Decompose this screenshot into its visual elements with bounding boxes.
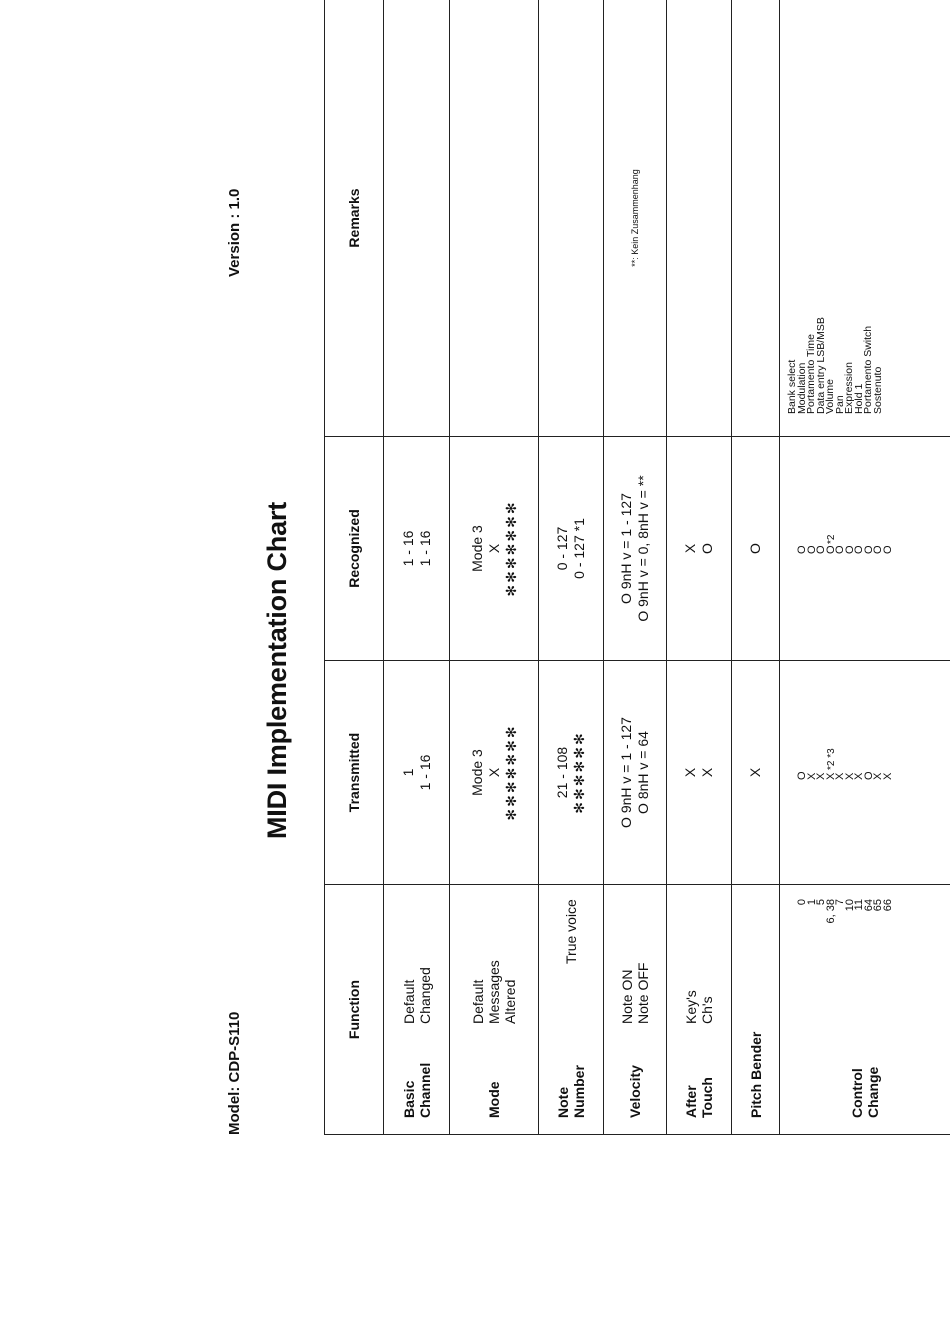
rx-value: O bbox=[853, 545, 865, 554]
rx-value: 1 - 16 bbox=[416, 530, 433, 567]
row-note-number bbox=[539, 0, 604, 1135]
fn-name: Velocity bbox=[627, 1065, 643, 1118]
rx-value: 0 - 127 bbox=[554, 526, 570, 571]
fn-sub-line: True voice bbox=[563, 899, 579, 964]
rx-value: O 9nH v = 1 - 127 bbox=[618, 493, 634, 604]
header-row bbox=[325, 0, 384, 1135]
tx-value: 1 - 16 bbox=[416, 754, 433, 791]
row-after-touch bbox=[667, 0, 732, 1135]
remark-line: Bank select bbox=[786, 359, 798, 414]
fn-sub bbox=[401, 967, 433, 1024]
remarks-cell bbox=[539, 0, 604, 437]
fn-sub bbox=[619, 963, 651, 1024]
tx-value: O bbox=[796, 771, 808, 780]
fn-cell bbox=[667, 885, 732, 1135]
rx-cell bbox=[667, 437, 732, 661]
tx-cc-values bbox=[798, 771, 893, 780]
tx-value: X bbox=[853, 772, 865, 780]
fn-cell bbox=[732, 885, 780, 1135]
rx-value: O bbox=[834, 545, 846, 554]
tx-value: ✻✻✻✻✻✻ bbox=[571, 731, 587, 814]
rx-value: X bbox=[485, 543, 502, 554]
midi-chart bbox=[324, 0, 950, 1135]
rx-cc-values bbox=[798, 545, 893, 554]
tx-value: O 9nH v = 1 - 127 bbox=[618, 717, 634, 828]
midi-table bbox=[324, 0, 950, 1135]
remarks-cell bbox=[667, 0, 732, 437]
fn-sub-line: Altered bbox=[502, 979, 518, 1024]
tx-value: X bbox=[815, 772, 827, 780]
tx-value: X bbox=[843, 772, 856, 780]
tx-cell bbox=[539, 661, 604, 885]
fn-sub bbox=[683, 990, 715, 1024]
rx-cell bbox=[539, 437, 604, 661]
fn-sub bbox=[470, 960, 518, 1024]
tx-value: 1 bbox=[399, 768, 416, 777]
fn-name bbox=[849, 1067, 881, 1118]
fn-name-line: Note bbox=[555, 1086, 571, 1118]
fn-name-line: Control bbox=[849, 1068, 865, 1118]
row-control-change bbox=[780, 0, 950, 1135]
rx-value: O bbox=[824, 545, 837, 554]
fn-cell bbox=[450, 885, 539, 1135]
remarks-cell bbox=[450, 0, 539, 437]
tx-cell bbox=[780, 661, 950, 885]
fn-name bbox=[683, 1077, 715, 1118]
tx-value: X bbox=[824, 772, 837, 780]
fn-cell bbox=[539, 885, 604, 1135]
remarks-cell: **: Kein Zusammenhang bbox=[604, 0, 667, 437]
cc-number: 1 bbox=[805, 899, 818, 906]
rx-cell bbox=[604, 437, 667, 661]
remarks-cell bbox=[732, 0, 780, 437]
row-velocity bbox=[604, 0, 667, 1135]
fn-cell bbox=[384, 885, 450, 1135]
fn-sub-line: Messages bbox=[486, 960, 502, 1024]
tx-cell bbox=[450, 661, 539, 885]
rx-value: O bbox=[699, 543, 715, 554]
col-function: Function bbox=[325, 885, 384, 1135]
remark-line: Sostenuto bbox=[871, 366, 884, 414]
tx-value: X bbox=[485, 767, 502, 778]
rx-value: O bbox=[862, 545, 875, 554]
tx-value: X bbox=[872, 772, 884, 780]
cc-number: 6, 38 bbox=[824, 899, 837, 924]
tx-cell bbox=[604, 661, 667, 885]
rx-value: O bbox=[805, 545, 818, 554]
cc-number: 64 bbox=[862, 899, 875, 912]
fn-name-line: Number bbox=[571, 1065, 587, 1118]
rx-value: ✻✻✻✻✻✻✻ bbox=[502, 500, 519, 597]
cc-number: 65 bbox=[872, 899, 884, 912]
row-pitch-bender bbox=[732, 0, 780, 1135]
cc-number: 10 bbox=[843, 899, 856, 912]
remark-line: Pan bbox=[833, 395, 846, 414]
row-mode bbox=[450, 0, 539, 1135]
rx-value: 0 - 127 *1 bbox=[571, 518, 587, 579]
tx-value: X bbox=[805, 772, 818, 780]
tx-value: ✻✻✻✻✻✻✻ bbox=[502, 724, 519, 821]
tx-value: Mode 3 bbox=[468, 749, 485, 796]
fn-name-line: Channel bbox=[416, 1062, 433, 1118]
tx-value: X bbox=[834, 772, 846, 780]
fn-sub-line: Default bbox=[400, 979, 417, 1024]
tx-cell bbox=[667, 661, 732, 885]
cc-number: 11 bbox=[853, 899, 865, 911]
remark-line: Data entry LSB/MSB bbox=[814, 317, 827, 414]
remark-line: Hold 1 bbox=[852, 383, 865, 414]
fn-sub-line: Note ON bbox=[619, 969, 635, 1024]
fn-cell bbox=[780, 885, 950, 1135]
cc-number: 0 bbox=[796, 899, 808, 906]
remark-line: Volume bbox=[824, 378, 836, 414]
rx-cell bbox=[384, 437, 450, 661]
tx-value: X bbox=[881, 772, 894, 780]
cc-number: 66 bbox=[881, 899, 894, 912]
tx-cc-note: *2 *3 bbox=[826, 748, 837, 770]
fn-name bbox=[401, 1063, 433, 1118]
tx-value: O bbox=[862, 771, 875, 780]
rx-value: O bbox=[872, 545, 884, 554]
model-label: Model: CDP-S110 bbox=[226, 1011, 243, 1135]
col-recognized: Recognized bbox=[325, 437, 384, 661]
fn-name: Pitch Bender bbox=[747, 1031, 764, 1118]
rx-value: 1 - 16 bbox=[399, 530, 416, 567]
rx-value: O bbox=[843, 545, 856, 554]
fn-name-line: Basic bbox=[400, 1080, 417, 1118]
fn-sub-line: Changed bbox=[416, 967, 433, 1024]
remark-line: Expression bbox=[843, 362, 855, 414]
fn-name: Mode bbox=[486, 1081, 502, 1118]
tx-cell: X bbox=[732, 661, 780, 885]
rx-value: O bbox=[815, 545, 827, 554]
fn-name-line: After bbox=[683, 1085, 699, 1118]
rx-cell bbox=[450, 437, 539, 661]
rx-value: O bbox=[796, 545, 808, 554]
tx-value: X bbox=[699, 767, 715, 778]
cc-number: 7 bbox=[834, 899, 846, 906]
tx-value: 21 - 108 bbox=[554, 746, 570, 799]
cc-number: 5 bbox=[815, 899, 827, 906]
rx-value: O bbox=[881, 545, 894, 554]
page-title: MIDI Implementation Chart bbox=[262, 501, 292, 840]
fn-cell bbox=[604, 885, 667, 1135]
tx-value: O 8nH v = 64 bbox=[635, 731, 651, 814]
rx-value: Mode 3 bbox=[468, 525, 485, 572]
remark-line: Portamento Time bbox=[805, 334, 817, 414]
remarks-cell bbox=[780, 0, 950, 437]
fn-name bbox=[555, 1065, 587, 1118]
fn-sub-line: Note OFF bbox=[635, 962, 651, 1024]
fn-sub bbox=[563, 899, 579, 1024]
fn-sub-line: Ch's bbox=[699, 996, 715, 1024]
remarks-cell bbox=[384, 0, 450, 437]
fn-name-line: Change bbox=[865, 1066, 881, 1118]
fn-sub-line: Key's bbox=[683, 990, 699, 1024]
tx-cell bbox=[384, 661, 450, 885]
remark-line: Portamento Switch bbox=[862, 325, 874, 414]
cc-numbers bbox=[798, 899, 893, 923]
rx-cell bbox=[780, 437, 950, 661]
row-basic-channel bbox=[384, 0, 450, 1135]
cc-remarks bbox=[780, 0, 883, 436]
col-transmitted: Transmitted bbox=[325, 661, 384, 885]
rx-value: X bbox=[682, 543, 698, 554]
col-remarks: Remarks bbox=[325, 0, 384, 437]
remark-line: Modulation bbox=[795, 362, 808, 414]
fn-sub-line: Default bbox=[470, 979, 486, 1024]
tx-value: X bbox=[682, 767, 698, 778]
rx-value: O 9nH v = 0, 8nH v = ** bbox=[635, 475, 651, 622]
fn-name-line: Touch bbox=[699, 1077, 715, 1118]
rx-cell: O bbox=[732, 437, 780, 661]
rx-cc-note: *2 bbox=[826, 534, 837, 544]
version-label: Version : 1.0 bbox=[226, 188, 243, 277]
